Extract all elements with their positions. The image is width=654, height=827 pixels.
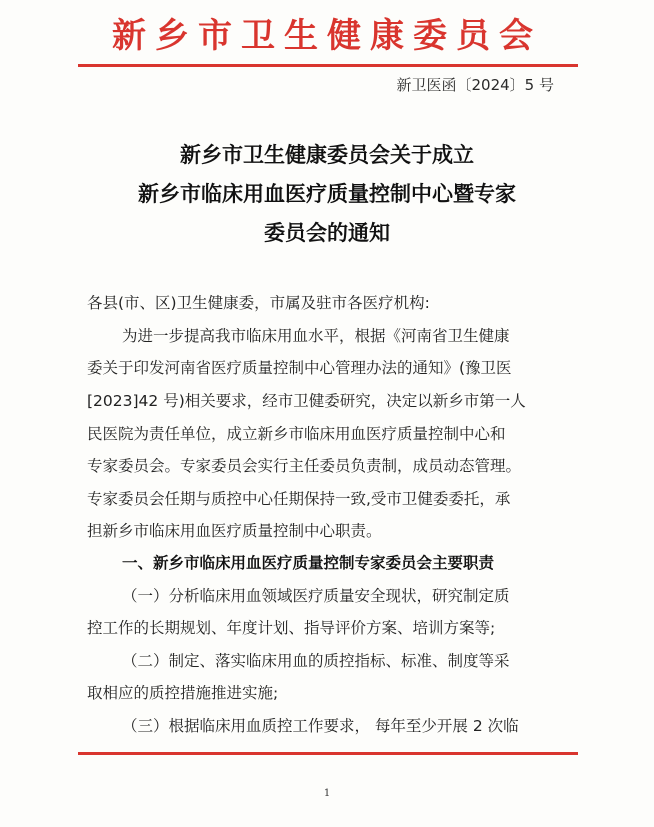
body-line: 专家委员会任期与质控中心任期保持一致,受市卫健委委托，承 xyxy=(87,490,511,508)
document-number: 新卫医函〔2024〕5 号 xyxy=(396,76,554,94)
body-line: （一）分析临床用血领域医疗质量安全现状，研究制定质 xyxy=(122,587,510,605)
body-line: 委关于印发河南省医疗质量控制中心管理办法的通知》(豫卫医 xyxy=(87,359,512,377)
body-line: 民医院为责任单位，成立新乡市临床用血医疗质量控制中心和 xyxy=(87,425,506,443)
body-line: 取相应的质控措施推进实施; xyxy=(87,684,279,702)
body-line: （二）制定、落实临床用血的质控指标、标准、制度等采 xyxy=(122,652,510,670)
body-line: 为进一步提高我市临床用血水平，根据《河南省卫生健康 xyxy=(122,327,510,345)
document-title-line-2: 新乡市临床用血医疗质量控制中心暨专家 xyxy=(138,182,516,206)
header-red-rule xyxy=(78,64,578,67)
body-line: 专家委员会。专家委员会实行主任委员负责制，成员动态管理。 xyxy=(87,457,522,475)
body-line: （三）根据临床用血质控工作要求， 每年至少开展 2 次临 xyxy=(122,717,519,735)
body-line: [2023]42 号)相关要求，经市卫健委研究，决定以新乡市第一人 xyxy=(87,392,526,410)
body-line: 担新乡市临床用血医疗质量控制中心职责。 xyxy=(87,522,382,540)
document-title-line-3: 委员会的通知 xyxy=(264,221,390,245)
page-number: 1 xyxy=(323,788,331,799)
header-org-title: 新乡市卫生健康委员会 xyxy=(112,16,542,56)
body-line: 控工作的长期规划、年度计划、指导评价方案、培训方案等; xyxy=(87,619,496,637)
document-title-line-1: 新乡市卫生健康委员会关于成立 xyxy=(180,143,474,167)
salutation: 各县(市、区)卫生健康委，市属及驻市各医疗机构: xyxy=(87,294,430,312)
footer-red-rule xyxy=(78,752,578,755)
section-heading: 一、新乡市临床用血医疗质量控制专家委员会主要职责 xyxy=(122,554,495,572)
